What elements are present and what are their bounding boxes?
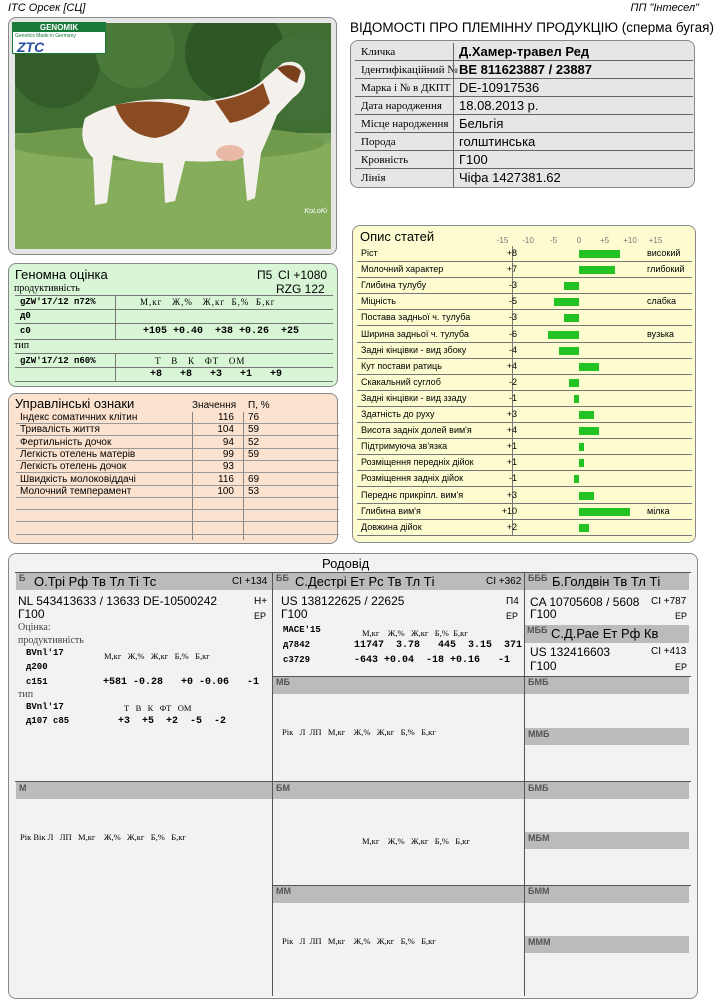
- trait-bar: [574, 395, 579, 403]
- mgmt-row: [16, 449, 339, 461]
- trait-bar: [548, 331, 579, 339]
- identity-row: [355, 115, 693, 133]
- ped-bbb-name: Б.Голдвін Тв Тл Ті: [552, 574, 661, 589]
- ped-b-c-values: +581 -0.28 +0 -0.06 -1: [103, 677, 260, 688]
- trait-bar: [579, 524, 589, 532]
- ped-b-id: NL 543413633 / 13633 DE-10500242: [18, 594, 218, 608]
- ped-bb-id: US 138122625 / 22625: [281, 594, 405, 608]
- scale-tick: +5: [599, 236, 610, 245]
- scale-tick: -10: [522, 236, 534, 245]
- mgmt-percent: 69: [248, 473, 260, 485]
- mgmt-row: [16, 510, 339, 522]
- identity-row: [355, 169, 693, 187]
- trait-row: [357, 407, 692, 423]
- trait-desc: слабка: [647, 296, 677, 307]
- ped-m-cols: Рік Вік Л ЛП М,кг Ж,% Ж,кг Б,% Б,кг: [20, 832, 186, 842]
- trait-desc: вузька: [647, 328, 675, 339]
- trait-bar: [579, 266, 615, 274]
- trait-row: [357, 391, 692, 407]
- genomik-logo: GENOMIK Genetics Made in Germany ZTC: [12, 22, 106, 54]
- trait-row: [357, 294, 692, 310]
- trait-name: Задні кінцівки - вид ззаду: [361, 392, 467, 403]
- ped-b-name: О.Трі Рф Тв Тл Ті Тс: [34, 574, 157, 589]
- trait-name: Розміщення передніх дійок: [361, 457, 474, 468]
- mgmt-name: Легкість отелень дочок: [20, 461, 127, 473]
- trait-score: +7: [506, 264, 517, 275]
- trait-desc: високий: [647, 248, 681, 258]
- trait-score: -6: [508, 328, 517, 339]
- scale-tick: -15: [496, 236, 509, 245]
- scale-tick: 0: [576, 236, 582, 245]
- bull-photo: [15, 23, 331, 249]
- ped-mbb-g: Г100: [530, 659, 557, 673]
- mgmt-value: 94: [222, 436, 234, 448]
- ped-bbb-ep: ЕР: [675, 611, 688, 621]
- scale-tick: +15: [648, 236, 663, 245]
- ped-bm-cols: М,кг Ж,% Ж,кг Б,% Б,кг: [362, 836, 470, 846]
- ped-mbm-tag: МБМ: [528, 833, 550, 843]
- mgmt-name: Легкість отелень матерів: [20, 448, 136, 460]
- photo-credit: KoLoKi: [304, 208, 327, 215]
- trait-row: [357, 455, 692, 471]
- mgmt-name: Індекс соматичних клітин: [20, 412, 138, 423]
- ped-mmm-tag: МММ: [528, 937, 551, 947]
- identity-row: [355, 151, 693, 169]
- identity-label: Дата народження: [361, 100, 442, 112]
- trait-row: [357, 246, 692, 262]
- identity-value: Бельгія: [459, 116, 504, 131]
- genomic-rzg: RZG 122: [276, 282, 325, 296]
- identity-value: BE 811623887 / 23887: [459, 62, 593, 77]
- ped-b-type-values: +3 +5 +2 -5 -2: [118, 716, 227, 727]
- trait-name: Ширина задньої ч. тулуба: [361, 328, 469, 339]
- mgmt-col-percent: П, %: [248, 400, 270, 411]
- identity-value: Д.Хамер-травел Ред: [459, 44, 590, 59]
- ped-mbb-ep: ЕР: [675, 662, 688, 672]
- trait-score: +4: [506, 425, 517, 436]
- identity-label: Ідентифікаційний №: [361, 64, 458, 76]
- ped-b-type-head: BVnl'17: [26, 702, 64, 712]
- traits-title: Опис статей: [360, 229, 435, 244]
- trait-score: +3: [506, 409, 517, 419]
- scale-tick: +10: [623, 236, 637, 245]
- mgmt-value: 93: [222, 461, 234, 473]
- trait-desc: мілка: [647, 505, 670, 516]
- trait-name: Переднє прикріпл. вим'я: [361, 489, 464, 500]
- trait-name: Глибина тулубу: [361, 280, 427, 291]
- trait-bar: [564, 314, 579, 322]
- mgmt-col-value: Значення: [192, 400, 237, 411]
- mgmt-row: [16, 474, 339, 486]
- trait-name: Глибина вим'я: [361, 505, 421, 516]
- mgmt-name: Швидкість молоковіддачі: [20, 473, 136, 485]
- ped-mm-cols: Рік Л ЛП М,кг Ж,% Ж,кг Б,% Б,кг: [282, 936, 436, 946]
- identity-label: Марка і № в ДКПТ: [361, 82, 451, 94]
- mgmt-title: Управлінські ознаки: [15, 396, 135, 411]
- trait-score: +4: [506, 360, 517, 371]
- trait-row: [357, 375, 692, 391]
- genomic-type-values: +8 +8 +3 +1 +9: [150, 369, 283, 380]
- trait-name: Постава задньої ч. тулуба: [361, 312, 471, 323]
- ped-bb-ep: ЕР: [506, 611, 519, 621]
- genomic-prod-label: продуктивність: [14, 283, 80, 294]
- ped-mb-cols: Рік Л ЛП М,кг Ж,% Ж,кг Б,% Б,кг: [282, 727, 436, 737]
- genomic-type-head: gZW'17/12 п60%: [20, 356, 96, 366]
- mgmt-value: 116: [218, 473, 234, 485]
- identity-row: [355, 97, 693, 115]
- genomic-prod-head: gZW'17/12 п72%: [20, 297, 96, 307]
- ped-bmm-tag: БММ: [528, 886, 550, 896]
- trait-bar: [579, 443, 584, 451]
- ped-b-ep: ЕР: [254, 611, 267, 621]
- mgmt-value: 100: [217, 485, 234, 497]
- ped-bb-c: с3729: [283, 655, 311, 665]
- mgmt-row: [16, 461, 339, 473]
- ped-bb-ci: CI +362: [486, 576, 522, 587]
- mgmt-name: Тривалість життя: [20, 424, 100, 436]
- trait-bar: [579, 508, 630, 516]
- trait-name: Довжина дійок: [361, 521, 422, 532]
- pedigree-panel: [8, 553, 698, 999]
- trait-bar: [579, 427, 599, 435]
- trait-bar: [569, 379, 579, 387]
- identity-label: Місце народження: [361, 118, 449, 130]
- identity-row: [355, 61, 693, 79]
- trait-name: Підтримуюча зв'язка: [361, 441, 448, 452]
- identity-row: [355, 133, 693, 151]
- identity-row: [355, 79, 693, 97]
- ped-bb-cols: М,кг Ж,% Ж,кг Б,% Б,кг: [362, 628, 468, 638]
- mgmt-row: [16, 424, 339, 436]
- trait-score: -1: [508, 473, 517, 484]
- trait-score: +8: [506, 248, 517, 258]
- trait-score: +1: [506, 457, 517, 468]
- ped-b-d: д200: [26, 662, 48, 672]
- trait-score: -2: [508, 376, 517, 387]
- ped-bb-g: Г100: [281, 607, 308, 621]
- genomic-d0: д0: [20, 311, 31, 321]
- trait-row: [357, 278, 692, 294]
- mgmt-percent: 59: [248, 448, 260, 460]
- mgmt-percent: 53: [248, 485, 260, 497]
- ped-b-type: тип: [18, 689, 34, 700]
- ped-bbb-g: Г100: [530, 607, 557, 621]
- mgmt-value: 116: [218, 412, 234, 423]
- ped-mb-tag: МБ: [276, 677, 290, 687]
- ped-mmb-tag: ММБ: [528, 729, 550, 739]
- trait-row: [357, 488, 692, 504]
- mgmt-percent: 76: [248, 412, 260, 423]
- mgmt-name: Молочний темперамент: [20, 485, 132, 497]
- ped-b-ci: CI +134: [232, 576, 268, 587]
- ped-mm-tag: ММ: [276, 886, 291, 896]
- genomic-p: П5: [257, 268, 273, 282]
- trait-score: +1: [506, 441, 517, 452]
- pedigree-title: Родовід: [322, 556, 370, 571]
- mgmt-row: [16, 486, 339, 498]
- genomic-ci: CI +1080: [278, 268, 328, 282]
- ped-b-type-row: д107 с85: [26, 716, 70, 726]
- mgmt-name: Фертильність дочок: [20, 436, 112, 448]
- trait-bar: [564, 282, 579, 290]
- ped-bb-c-values: -643 +0.04 -18 +0.16 -1: [354, 655, 511, 666]
- ped-bb-d-values: 11747 3.78 445 3.15 371: [354, 640, 523, 651]
- trait-row: [357, 343, 692, 359]
- mgmt-row: [16, 498, 339, 510]
- ped-b-ocinka: Оцінка:: [18, 622, 51, 633]
- trait-name: Скакальний суглоб: [361, 376, 441, 387]
- trait-row: [357, 359, 692, 375]
- trait-bar: [554, 298, 580, 306]
- genomic-title: Геномна оцінка: [15, 267, 108, 282]
- identity-label: Кровність: [361, 154, 409, 166]
- genomic-type-label: тип: [14, 340, 30, 351]
- mgmt-row: [16, 523, 339, 535]
- trait-score: +3: [506, 489, 517, 500]
- trait-name: Висота задніх долей вим'я: [361, 425, 472, 436]
- ped-b-prod: продуктивність: [18, 635, 84, 646]
- ped-bmb-tag: БМБ: [528, 677, 549, 687]
- mgmt-row: [16, 412, 339, 424]
- ped-b-type-cols: Т В К ФТ ОМ: [124, 703, 192, 713]
- trait-name: Здатність до руху: [361, 409, 435, 419]
- ped-b-prod-head: BVnl'17: [26, 648, 64, 658]
- trait-desc: глибокий: [647, 264, 685, 275]
- trait-score: -3: [508, 280, 517, 291]
- trait-name: Кут постави ратиць: [361, 360, 442, 371]
- identity-label: Кличка: [361, 46, 396, 58]
- identity-label: Порода: [361, 136, 396, 148]
- trait-name: Розміщення задніх дійок: [361, 473, 464, 484]
- mgmt-percent: 52: [248, 436, 260, 448]
- trait-score: -4: [508, 344, 517, 355]
- ped-bb-head: MACE'15: [283, 625, 321, 635]
- ped-mbb-name: С.Д.Рае Ет Рф Кв: [551, 626, 659, 641]
- trait-row: [357, 310, 692, 326]
- trait-row: [357, 423, 692, 439]
- trait-score: -1: [508, 392, 517, 403]
- trait-name: Міцність: [361, 296, 396, 307]
- ped-b-tag: Б: [19, 573, 26, 583]
- header-right: ПП "Інтесел": [630, 2, 699, 14]
- identity-value: DE-10917536: [459, 80, 540, 95]
- genomic-type-cols: Т В К ФТ ОМ: [155, 356, 246, 366]
- ped-b-h: Н+: [254, 596, 268, 607]
- ped-b-prod-cols: М,кг Ж,% Ж,кг Б,% Б,кг: [104, 651, 210, 661]
- ped-bbb-tag: БББ: [528, 573, 548, 583]
- genomic-prod-cols: М,кг Ж,% Ж,кг Б,% Б,кг: [140, 297, 276, 307]
- ped-mbb-ci: CI +413: [651, 646, 687, 657]
- ped-bbb-id: CA 10705608 / 5608: [530, 595, 640, 609]
- mgmt-value: 104: [217, 424, 234, 436]
- ped-mbb-id: US 132416603: [530, 645, 611, 659]
- ped-b-g: Г100: [18, 607, 45, 621]
- ped-bb-tag: ББ: [276, 573, 289, 583]
- trait-bar: [579, 492, 594, 500]
- mgmt-percent: 59: [248, 424, 260, 436]
- trait-row: [357, 327, 692, 343]
- header-left: ІТС Орсек [СЦ]: [8, 2, 86, 14]
- trait-row: [357, 504, 692, 520]
- trait-name: Ріст: [361, 248, 378, 258]
- trait-score: -5: [508, 296, 517, 307]
- trait-row: [357, 471, 692, 487]
- genomic-c0-values: +105 +0.40 +38 +0.26 +25: [143, 326, 300, 337]
- trait-row: [357, 520, 692, 536]
- ped-bb-p: П4: [506, 596, 519, 607]
- ped-b-c: с151: [26, 677, 48, 687]
- identity-label: Лінія: [361, 172, 386, 184]
- trait-bar: [579, 363, 599, 371]
- trait-score: -3: [508, 312, 517, 323]
- trait-name: Задні кінцівки - вид збоку: [361, 344, 467, 355]
- trait-bar: [579, 459, 584, 467]
- ped-bm-tag: БМ: [276, 783, 290, 793]
- trait-row: [357, 439, 692, 455]
- document-title: ВІДОМОСТІ ПРО ПЛЕМІННУ ПРОДУКЦІЮ (сперма бугая): [350, 20, 714, 35]
- trait-bar: [579, 250, 620, 258]
- trait-bar: [579, 411, 594, 419]
- trait-name: Молочний характер: [361, 264, 444, 275]
- genomic-c0: с0: [20, 326, 31, 336]
- ped-bmb2-tag: БМБ: [528, 783, 549, 793]
- trait-row: [357, 262, 692, 278]
- ped-mbb-tag: МББ: [527, 625, 548, 635]
- ped-bb-d: д7842: [283, 640, 311, 650]
- mgmt-row: [16, 437, 339, 449]
- ped-m-tag: М: [19, 783, 27, 793]
- trait-bar: [574, 475, 579, 483]
- identity-row: [355, 43, 693, 61]
- mgmt-value: 99: [222, 448, 234, 460]
- identity-value: Чіфа 1427381.62: [459, 170, 561, 185]
- identity-value: голштинська: [459, 134, 536, 149]
- trait-score: +2: [506, 521, 517, 532]
- trait-score: +10: [501, 505, 517, 516]
- trait-bar: [559, 347, 579, 355]
- identity-value: Г100: [459, 152, 488, 167]
- identity-value: 18.08.2013 р.: [459, 98, 539, 113]
- ped-bb-name: С.Дестрі Ет Рс Тв Тл Ті: [295, 574, 435, 589]
- scale-tick: -5: [549, 236, 558, 245]
- ped-bbb-ci: CI +787: [651, 596, 687, 607]
